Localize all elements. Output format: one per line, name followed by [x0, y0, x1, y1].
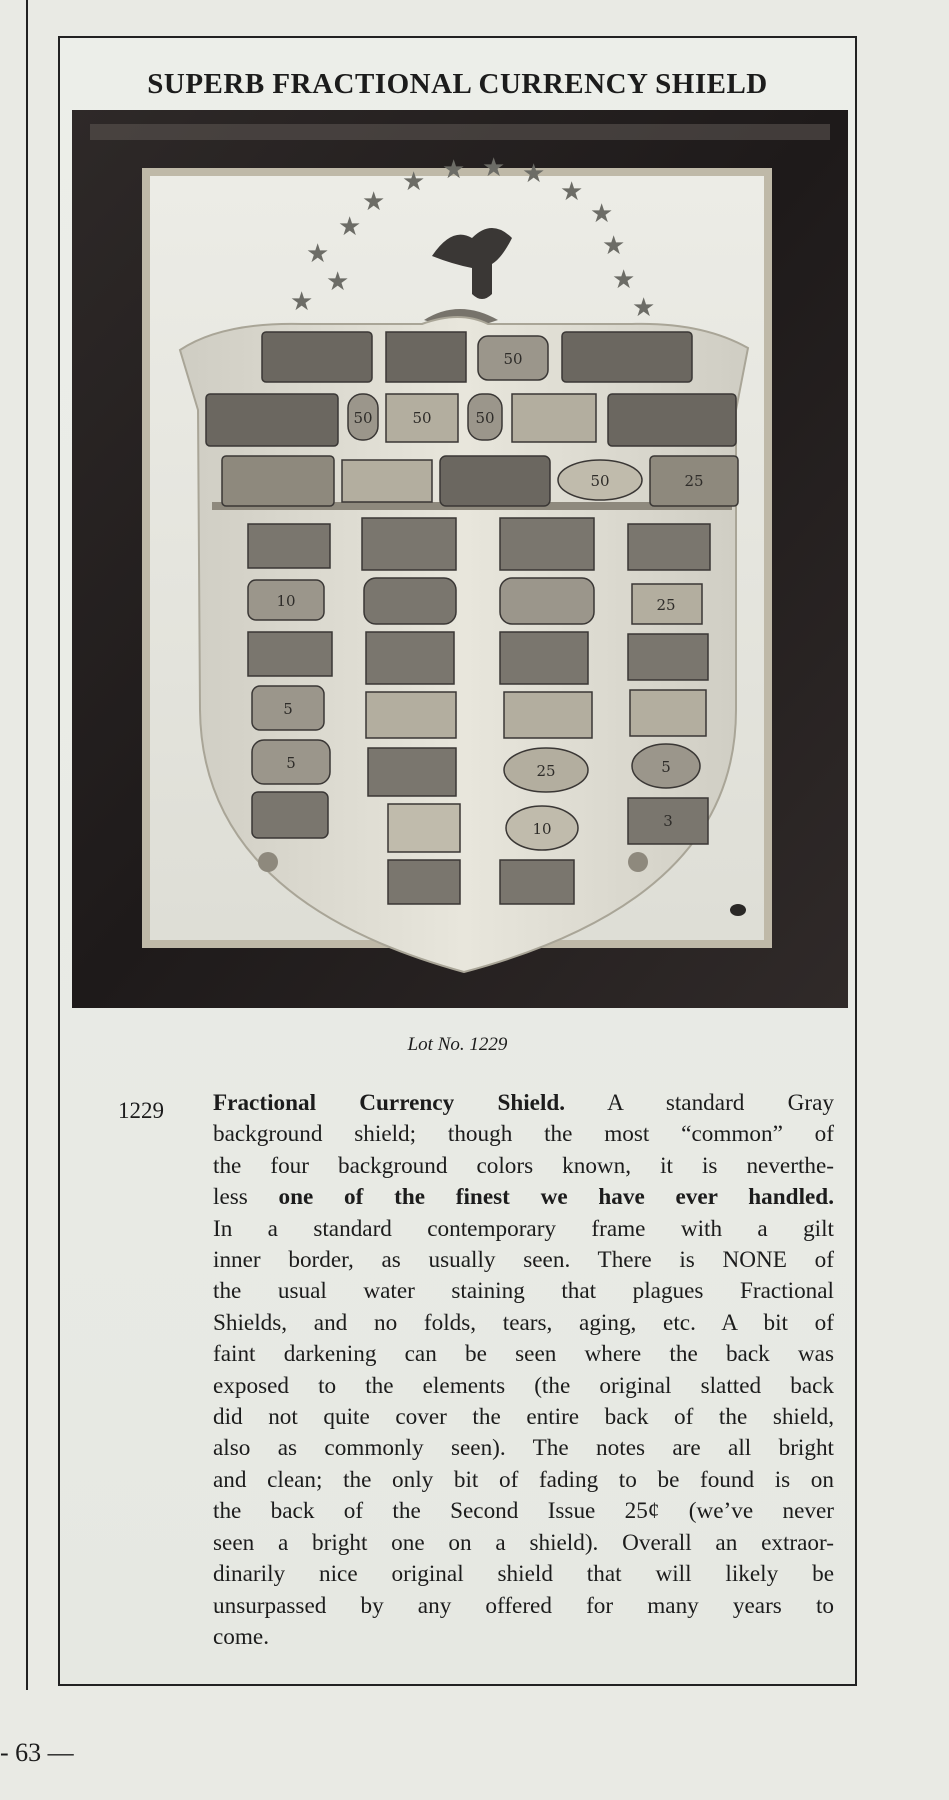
svg-text:25: 25: [536, 762, 556, 780]
svg-text:25: 25: [656, 596, 676, 614]
description-line: In a standard contemporary frame with a gilt: [213, 1215, 834, 1242]
description-line: did not quite cover the entire back of the shield,: [213, 1404, 834, 1431]
svg-text:★: ★: [482, 153, 506, 183]
svg-text:10: 10: [276, 592, 296, 610]
svg-text:50: 50: [412, 409, 432, 427]
shield-photo-svg: [72, 110, 848, 1008]
description-line: dinarily nice original shield that will likely be: [213, 1561, 834, 1588]
description-line: seen a bright one on a shield). Overall an extraor-: [213, 1529, 834, 1556]
svg-text:5: 5: [283, 700, 293, 718]
svg-text:50: 50: [353, 409, 373, 427]
description-line: come.: [213, 1623, 270, 1650]
lot-number: 1229: [118, 1098, 164, 1123]
svg-text:★: ★: [590, 199, 614, 229]
svg-text:50: 50: [590, 472, 610, 490]
description-line: faint darkening can be seen where the back was: [213, 1341, 834, 1368]
description-line: also as commonly seen). The notes are all bright: [213, 1435, 834, 1462]
svg-text:★: ★: [306, 239, 330, 269]
svg-text:3: 3: [663, 812, 673, 830]
description-line: the four background colors known, it is neverthe-: [213, 1152, 834, 1179]
svg-text:★: ★: [560, 177, 584, 207]
description-line: background shield; though the most “common” of: [213, 1121, 834, 1148]
svg-text:★: ★: [326, 267, 350, 297]
svg-text:★: ★: [612, 265, 636, 295]
description-line: exposed to the elements (the original slatted back: [213, 1372, 834, 1399]
photo-caption: Lot No. 1229: [407, 1034, 508, 1055]
shield-photograph: [72, 110, 848, 1008]
svg-text:★: ★: [602, 231, 626, 261]
lot-description: [213, 1088, 834, 1653]
margin-rule: [26, 0, 28, 1690]
lot-listing-box: [58, 36, 857, 1686]
description-line: and clean; the only bit of fading to be found is on: [213, 1466, 834, 1493]
svg-text:5: 5: [661, 758, 671, 776]
page-title: SUPERB FRACTIONAL CURRENCY SHIELD: [147, 68, 768, 100]
svg-text:★: ★: [362, 187, 386, 217]
svg-text:5: 5: [286, 754, 296, 772]
description-line: the back of the Second Issue 25¢ (we’ve never: [213, 1498, 834, 1525]
description-line: the usual water staining that plagues Fractional: [213, 1278, 834, 1305]
svg-text:★: ★: [338, 212, 362, 242]
description-line: Shields, and no folds, tears, aging, etc. A bit of: [213, 1309, 834, 1336]
svg-text:★: ★: [632, 293, 656, 323]
page-number: - 63 —: [0, 1738, 74, 1767]
svg-text:★: ★: [442, 155, 466, 185]
description-line: less one of the finest we have ever handled.: [213, 1184, 834, 1211]
svg-text:★: ★: [522, 159, 546, 189]
svg-text:25: 25: [684, 472, 704, 490]
svg-text:10: 10: [532, 820, 552, 838]
description-line: unsurpassed by any offered for many years to: [213, 1592, 834, 1619]
svg-text:★: ★: [290, 287, 314, 317]
svg-text:50: 50: [475, 409, 495, 427]
svg-text:★: ★: [402, 167, 426, 197]
description-line: Fractional Currency Shield. A standard Gray: [213, 1090, 834, 1116]
svg-text:50: 50: [503, 350, 523, 368]
description-line: inner border, as usually seen. There is NONE of: [213, 1247, 834, 1274]
